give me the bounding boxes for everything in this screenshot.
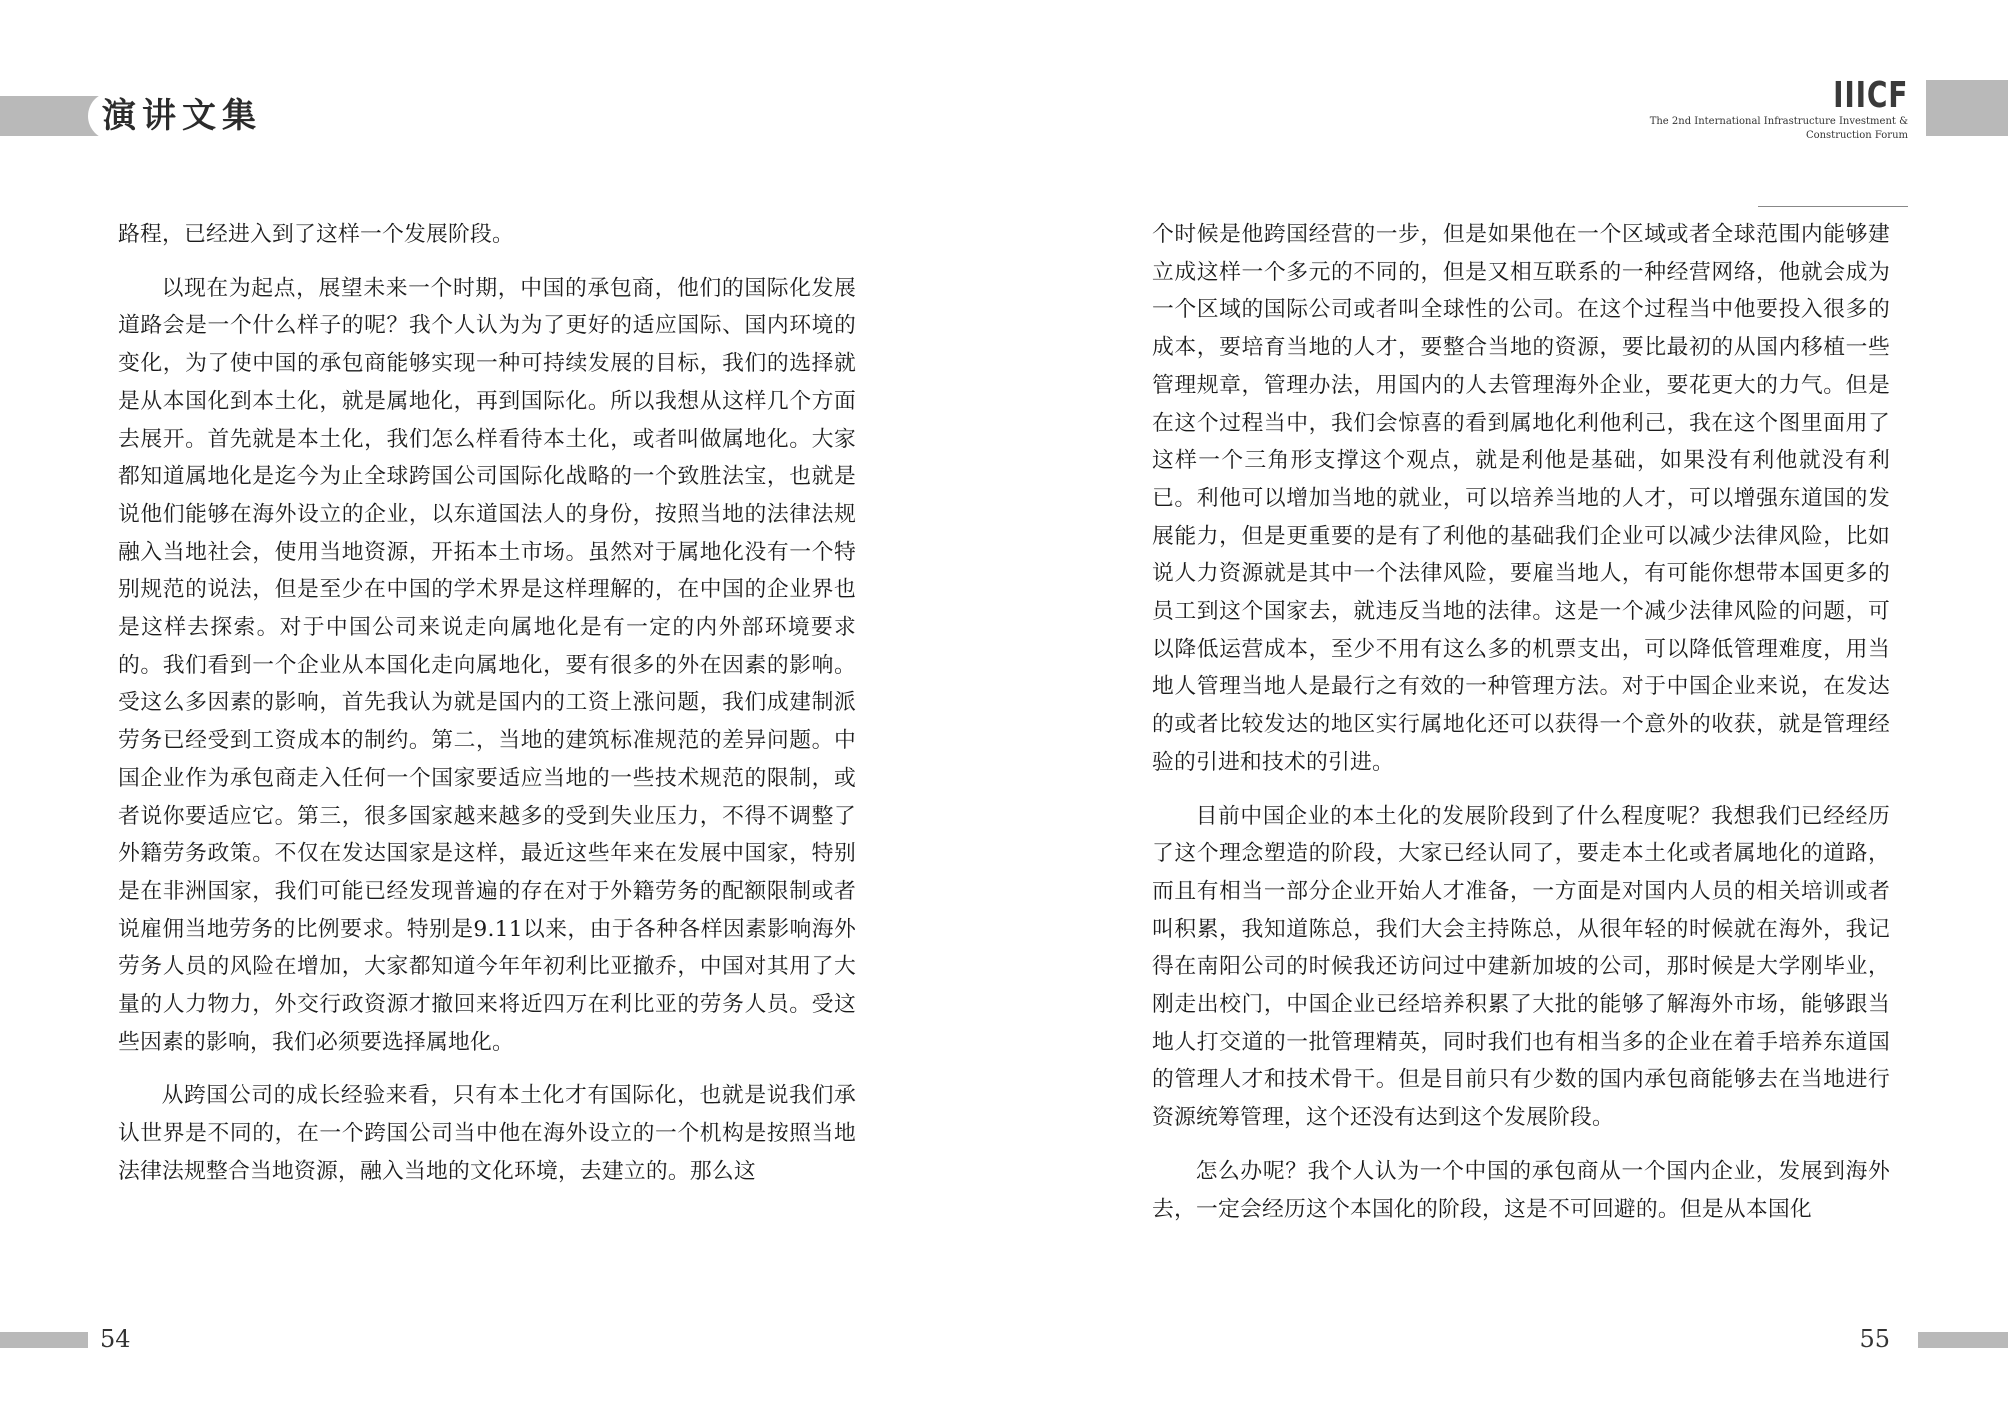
left-paragraph-3: 从跨国公司的成长经验来看，只有本土化才有国际化，也就是说我们承认世界是不同的，在一个跨国公司当中他在海外设立的一个机构是按照当地法律法规整合当地资源，融入当地的文化环境，去建立的。那么这 (118, 1083, 856, 1184)
page-number-left: 54 (100, 1325, 131, 1353)
left-page-body (118, 216, 856, 1191)
footer-left-bar (0, 1332, 88, 1348)
right-paragraph-2: 目前中国企业的本土化的发展阶段到了什么程度呢？我想我们已经经历了这个理念塑造的阶段，大家已经认同了，要走本土化或者属地化的道路，而且有相当一部分企业开始人才准备，一方面是对国内人员的相关培训或者叫积累，我知道陈总，我们大会主持陈总，从很年轻的时候就在海外，我记得在南阳公司的时候我还访问过中建新加坡的公司，那时候是大学刚毕业，刚走出校门，中国企业已经培养积累了大批的能够了解海外市场，能够跟当地人打交道的一批管理精英，同时我们也有相当多的企业在着手培养东道国的管理人才和技术骨干。但是目前只有少数的国内承包商能够去在当地进行资源统筹管理，这个还没有达到这个发展阶段。 (1152, 803, 1890, 1131)
footer-right-bar (1918, 1332, 2008, 1348)
left-paragraph-1: 路程，已经进入到了这样一个发展阶段。 (118, 222, 514, 247)
section-title: 演讲文集 (88, 92, 274, 140)
right-paragraph-3: 怎么办呢？我个人认为一个中国的承包商从一个国内企业，发展到海外去，一定会经历这个本国化的阶段，这是不可回避的。但是从本国化 (1152, 1158, 1890, 1222)
header-right-bar (1926, 80, 2008, 136)
forum-logo (1588, 75, 1908, 142)
left-paragraph-2: 以现在为起点，展望未来一个时期，中国的承包商，他们的国际化发展道路会是一个什么样子的呢？我个人认为为了更好的适应国际、国内环境的变化，为了使中国的承包商能够实现一种可持续发展的目标，我们的选择就是从本国化到本土化，就是属地化，再到国际化。所以我想从这样几个方面去展开。首先就是本土化，我们怎么样看待本土化，或者叫做属地化。大家都知道属地化是迄今为止全球跨国公司国际化战略的一个致胜法宝，也就是说他们能够在海外设立的企业，以东道国法人的身份，按照当地的法律法规融入当地社会，使用当地资源，开拓本土市场。虽然对于属地化没有一个特别规范的说法，但是至少在中国的学术界是这样理解的，在中国的企业界也是这样去探索。对于中国公司来说走向属地化是有一定的内外部环境要求的。我们看到一个企业从本国化走向属地化，要有很多的外在因素的影响。受这么多因素的影响，首先我认为就是国内的工资上涨问题，我们成建制派劳务已经受到工资成本的制约。第二，当地的建筑标准规范的差异问题。中国企业作为承包商走入任何一个国家要适应当地的一些技术规范的限制，或者说你要适应它。第三，很多国家越来越多的受到失业压力，不得不调整了外籍劳务政策。不仅在发达国家是这样，最近这些年来在发展中国家，特别是在非洲国家，我们可能已经发现普遍的存在对于外籍劳务的配额限制或者说雇佣当地劳务的比例要求。特别是9.11以来，由于各种各样因素影响海外劳务人员的风险在增加，大家都知道今年年初利比亚撤乔，中国对其用了大量的人力物力，外交行政资源才撤回来将近四万在利比亚的劳务人员。受这些因素的影响，我们必须要选择属地化。 (118, 275, 856, 1055)
right-page-body (1152, 216, 1890, 1228)
right-paragraph-1: 个时候是他跨国经营的一步，但是如果他在一个区域或者全球范围内能够建立成这样一个多元的不同的，但是又相互联系的一种经营网络，他就会成为一个区域的国际公司或者叫全球性的公司。在这个过程当中他要投入很多的成本，要培育当地的人才，要整合当地的资源，要比最初的从国内移植一些管理规章，管理办法，用国内的人去管理海外企业，要花更大的力气。但是在这个过程当中，我们会惊喜的看到属地化利他利己，我在这个图里面用了这样一个三角形支撑这个观点，就是利他是基础，如果没有利他就没有利已。利他可以增加当地的就业，可以培养当地的人才，可以增强东道国的发展能力，但是更重要的是有了利他的基础我们企业可以减少法律风险，比如说人力资源就是其中一个法律风险，要雇当地人，有可能你想带本国更多的员工到这个国家去，就违反当地的法律。这是一个减少法律风险的问题，可以降低运营成本，至少不用有这么多的机票支出，可以降低管理难度，用当地人管理当地人是最行之有效的一种管理方法。对于中国企业来说，在发达的或者比较发达的地区实行属地化还可以获得一个意外的收获，就是管理经验的引进和技术的引进。 (1152, 222, 1890, 775)
forum-logo-mark: IIICF (1832, 75, 1908, 116)
forum-logo-subtitle-line2: Construction Forum (1805, 130, 1908, 141)
logo-underline (1758, 206, 1908, 207)
forum-logo-subtitle-line1: The 2nd International Infrastructure Investment & (1649, 116, 1908, 127)
page-number-right: 55 (1859, 1325, 1890, 1353)
